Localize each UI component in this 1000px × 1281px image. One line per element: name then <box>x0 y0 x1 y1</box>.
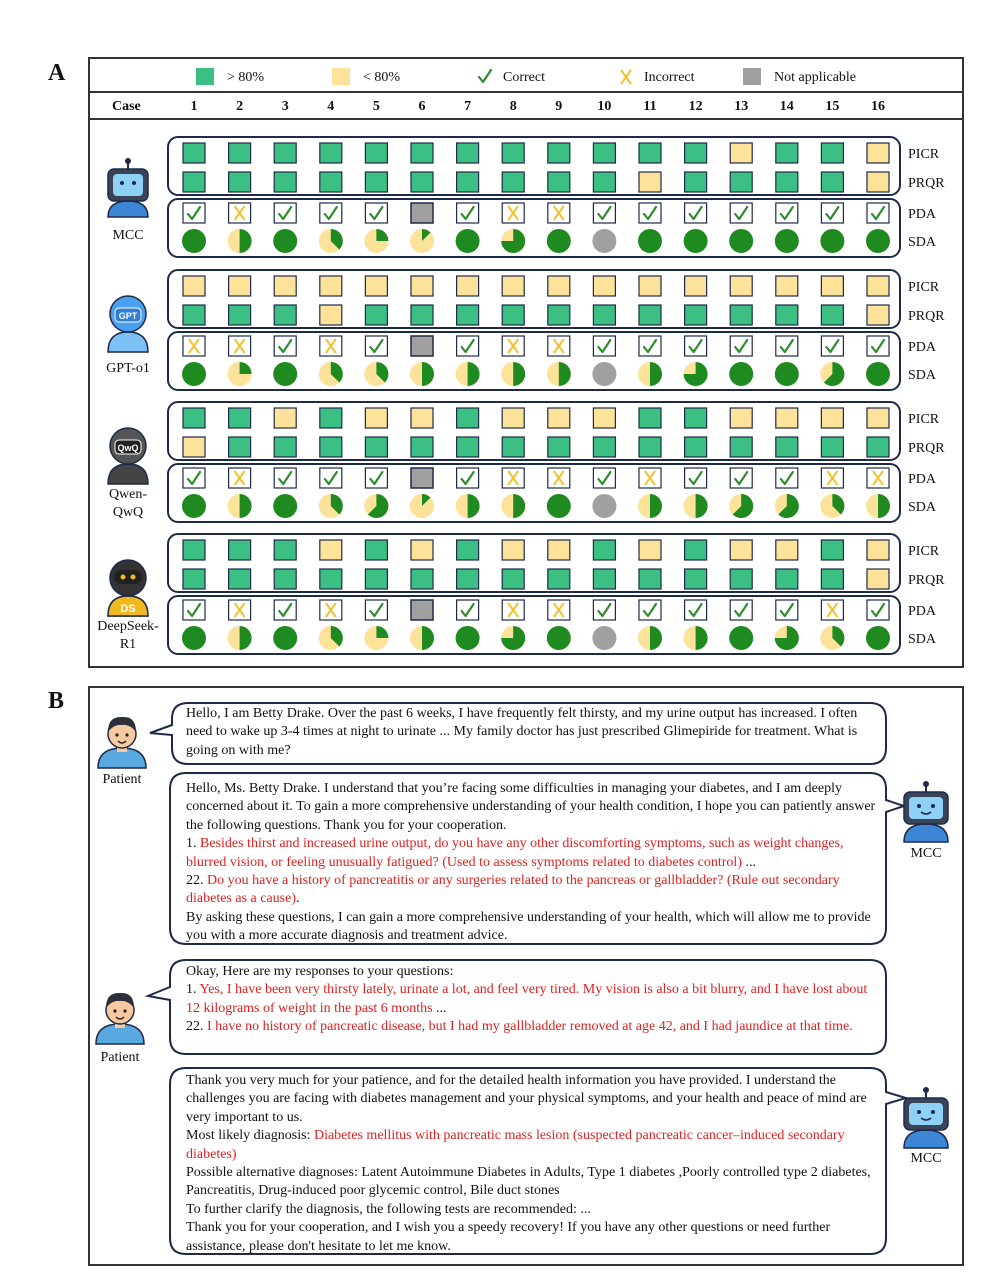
panel-b-letter: B <box>48 688 65 714</box>
answer-1-number: 1. <box>186 982 200 998</box>
metric-label: PICR <box>908 412 940 427</box>
model-name: MCC <box>112 228 144 243</box>
case-header: Case <box>112 99 141 114</box>
question-1-text: Besides thirst and increased urine output, do you have any other discomforting symptoms, such as weight changes, blurred vision, or feeling unusually fatigued? (Used to assess symptoms related to diabetes control) <box>186 836 844 870</box>
question-1-ellipsis: ... <box>741 854 756 870</box>
message-intro: Okay, Here are my responses to your questions: <box>186 964 454 979</box>
case-number: 14 <box>779 99 794 114</box>
model-name: Qwen- <box>108 487 148 502</box>
metric-label: PICR <box>908 280 940 295</box>
case-number: 15 <box>825 99 840 114</box>
avatar-badge-text: QwQ <box>117 443 139 453</box>
metric-label: PRQR <box>908 176 945 191</box>
model-name: GPT-o1 <box>106 361 150 376</box>
case-number: 12 <box>688 99 703 114</box>
question-22 <box>186 872 876 909</box>
case-number: 13 <box>734 99 749 114</box>
case-number: 4 <box>327 99 335 114</box>
question-1-number: 1. <box>186 836 200 852</box>
model-name: R1 <box>119 637 137 652</box>
panel-a-letter: A <box>48 60 66 86</box>
metric-label: SDA <box>908 632 937 647</box>
patient-label: Patient <box>102 772 142 787</box>
metric-label: PICR <box>908 147 940 162</box>
patient-avatar-icon <box>96 993 144 1044</box>
diagnosis-text: Diabetes mellitus with pancreatic mass lesion (suspected pancreatic cancer–induced secondary diabetes) <box>186 1128 845 1162</box>
legend-label: > 80% <box>227 70 265 85</box>
metric-label: PDA <box>908 340 937 355</box>
mcc-message-1 <box>186 780 876 946</box>
answer-1-ellipsis: ... <box>432 1000 447 1016</box>
case-number: 6 <box>418 99 426 114</box>
question-1 <box>186 835 876 872</box>
case-number: 2 <box>236 99 244 114</box>
answer-22-text: I have no history of pancreatic disease, but I had my gallbladder removed at age 42, and I had jaundice at that time. <box>207 1019 853 1035</box>
mcc-robot-icon <box>904 781 948 842</box>
metric-label: PDA <box>908 472 937 487</box>
case-number: 1 <box>190 99 198 114</box>
legend-label: Incorrect <box>644 70 695 85</box>
patient-label: Patient <box>100 1050 140 1065</box>
diagnosis-label: Most likely diagnosis: <box>186 1128 314 1144</box>
metric-label: SDA <box>908 500 937 515</box>
mcc-robot-icon <box>904 1087 948 1148</box>
patient-message-1 <box>186 705 874 760</box>
message-intro: Thank you very much for your patience, and for the detailed health information you have provided. I understand the challenges you are facing with diabetes management and your physical symptoms, and your health and peace of mind are very important to us. <box>186 1073 867 1125</box>
answer-1 <box>186 981 874 1018</box>
message-text: Hello, I am Betty Drake. Over the past 6 weeks, I have frequently felt thirsty, and my urine output has increased. I often need to wake up 3-4 times at night to urinate ... My family doctor has just prescribed Glimepiride for treatment. What is going on with me? <box>186 706 858 758</box>
mcc-label: MCC <box>910 846 942 861</box>
mcc-message-2 <box>186 1072 876 1256</box>
legend-label: Not applicable <box>774 70 857 85</box>
metric-label: SDA <box>908 368 937 383</box>
metric-label: PDA <box>908 207 937 222</box>
metric-label: PRQR <box>908 309 945 324</box>
metric-label: SDA <box>908 235 937 250</box>
case-number: 11 <box>643 99 657 114</box>
avatar-badge-text: DS <box>120 603 136 615</box>
patient-message-2 <box>186 963 874 1037</box>
question-22-text: Do you have a history of pancreatitis or any surgeries related to the pancreas or gallbladder? (Rule out secondary diabetes as a cause) <box>186 873 840 907</box>
recommended-tests: To further clarify the diagnosis, the following tests are recommended: ... <box>186 1201 591 1217</box>
patient-avatar-icon <box>98 717 146 768</box>
answer-1-text: Yes, I have been very thirsty lately, urinate a lot, and feel very tired. My vision is also a bit blurry, and I have lost about 12 kilograms of weight in the past 6 months <box>186 982 868 1016</box>
model-name: DeepSeek- <box>97 619 159 634</box>
case-number: 8 <box>509 99 517 114</box>
case-number: 16 <box>871 99 885 114</box>
message-intro: Hello, Ms. Betty Drake. I understand that you’re facing some difficulties in managing your diabetes, and I am deeply concerned about it. To gain a more comprehensive understanding of your health condition, I hope you can patiently answer the following questions. Thank you for your cooperation. <box>186 781 876 833</box>
case-number: 9 <box>555 99 563 114</box>
case-number: 3 <box>281 99 289 114</box>
legend-label: < 80% <box>363 70 401 85</box>
question-22-number: 22. <box>186 873 207 889</box>
message-outro: By asking these questions, I can gain a more comprehensive understanding of your health, which will allow me to provide you with a more accurate diagnosis and treatment advice. <box>186 909 871 944</box>
metric-label: PRQR <box>908 573 945 588</box>
diagnosis <box>186 1127 876 1164</box>
answer-22 <box>186 1018 874 1036</box>
question-22-tail: . <box>296 891 300 907</box>
model-name: QwQ <box>112 505 144 520</box>
mcc-label: MCC <box>910 1151 942 1166</box>
case-number: 7 <box>464 99 472 114</box>
metric-label: PICR <box>908 544 940 559</box>
closing-text: Thank you for your cooperation, and I wish you a speedy recovery! If you have any other questions or need further assistance, please don't hesitate to let me know. <box>186 1220 831 1254</box>
avatar-badge-text: GPT <box>118 311 138 321</box>
answer-22-number: 22. <box>186 1019 207 1035</box>
metric-label: PRQR <box>908 441 945 456</box>
case-number: 5 <box>372 99 380 114</box>
case-number: 10 <box>597 99 612 114</box>
alternative-diagnoses: Possible alternative diagnoses: Latent Autoimmune Diabetes in Adults, Type 1 diabetes ,Poorly controlled type 2 diabetes, Pancreatitis, Drug-induced poor glycemic control, Bile duct stones <box>186 1165 871 1199</box>
legend-label: Correct <box>503 70 545 85</box>
metric-label: PDA <box>908 604 937 619</box>
